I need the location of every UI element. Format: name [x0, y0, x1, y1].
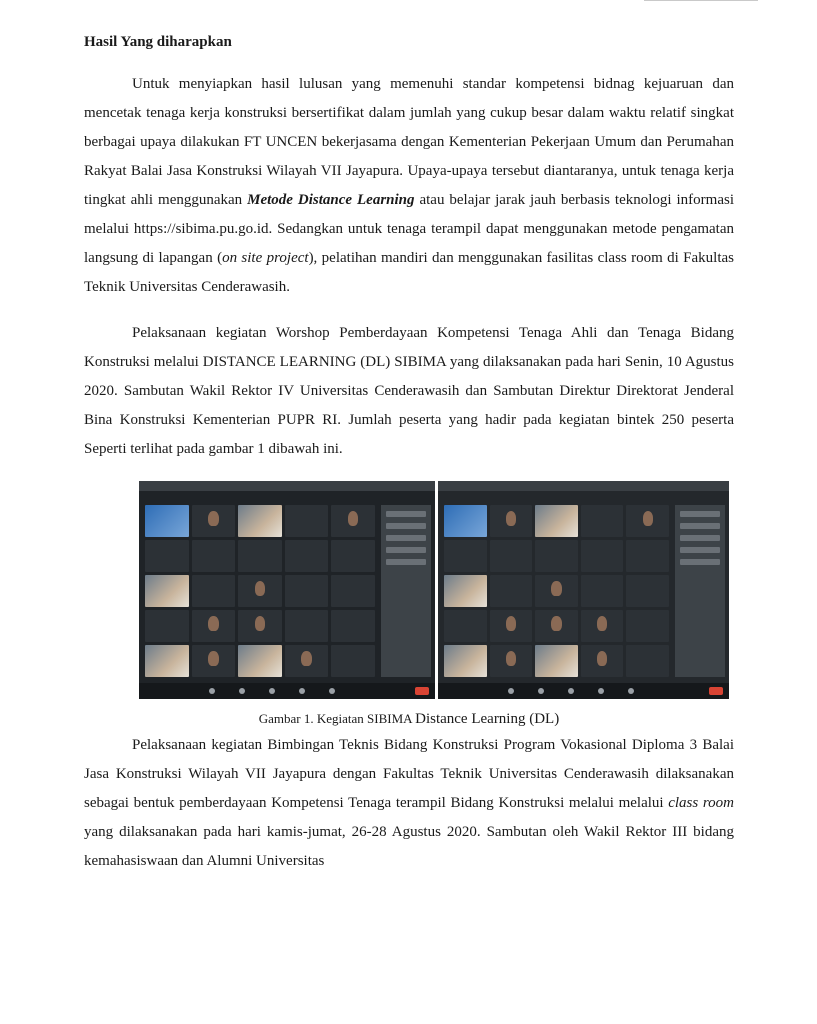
paragraph-1: [84, 70, 734, 302]
figure-1: [84, 481, 734, 699]
header-rule: [644, 0, 758, 1]
document-page: [84, 30, 734, 876]
video-conference-screenshot-left: [139, 481, 435, 699]
section-heading: Hasil Yang diharapkan: [84, 34, 232, 50]
paragraph-2: Pelaksanaan kegiatan Worshop Pemberdayaan Kompetensi Tenaga Ahli dan Tenaga Bidang Konstruksi melalui DISTANCE LEARNING (DL) SIBIMA yang dilaksanakan pada hari Senin, 10 Agustus 2020. Sambutan Wakil Rektor IV Universitas Cenderawasih dan Sambutan Direktur Direktorat Jenderal Bina Konstruksi Kementerian PUPR RI. Jumlah peserta yang hadir pada kegiatan bintek 250 peserta Seperti terlihat pada gambar 1 dibawah ini.: [84, 325, 734, 457]
paragraph-1-emphasis: Metode Distance Learning: [247, 192, 415, 208]
paragraph-3-text-c: yang dilaksanakan pada hari kamis-jumat, 26-28 Agustus 2020. Sambutan oleh Wakil Rektor III bidang kemahasiswaan dan Alumni Universitas: [84, 824, 734, 869]
paragraph-3: [84, 731, 734, 876]
caption-suffix: Distance Learning (DL): [415, 711, 560, 727]
caption-prefix: Gambar 1. Kegiatan SIBIMA: [258, 711, 416, 726]
paragraph-1-text-a: Untuk menyiapkan hasil lulusan yang memenuhi standar kompetensi bidnag kejuaruan dan mencetak tenaga kerja konstruksi bersertifikat dalam jumlah yang cukup besar dalam waktu relatif singkat berbagai upaya dilakukan FT UNCEN bekerjasama dengan Kementerian Pekerjaan Umum dan Perumahan Rakyat Balai Jasa Konstruksi Wilayah VII Jayapura. Upaya-upaya tersebut diantaranya, untuk tenaga kerja tingkat ahli menggunakan: [84, 76, 734, 208]
figure-caption: [84, 709, 734, 729]
paragraph-3-italic: class room: [668, 795, 734, 811]
paragraph-3-text-a: Pelaksanaan kegiatan Bimbingan Teknis Bidang Konstruksi Program Vokasional Diploma 3 Balai Jasa Konstruksi Wilayah VII Jayapura dengan Fakultas Teknik Universitas Cenderawasih dilaksanakan sebagai bentuk pemberdayaan Kompetensi Tenaga terampil Bidang Konstruksi melalui melalui: [84, 737, 734, 811]
video-conference-screenshot-right: [438, 481, 729, 699]
paragraph-1-text-e: ), pelatihan mandiri dan menggunakan fasilitas class room di Fakultas Teknik Universitas Cenderawasih.: [84, 250, 734, 295]
paragraph-1-italic: on site project: [222, 250, 309, 266]
paragraph-1-text-c: atau belajar jarak jauh berbasis teknologi informasi melalui https://sibima.pu.go.id. Sedangkan untuk tenaga terampil dapat menggunakan metode pengamatan langsung di lapangan (: [84, 192, 735, 266]
